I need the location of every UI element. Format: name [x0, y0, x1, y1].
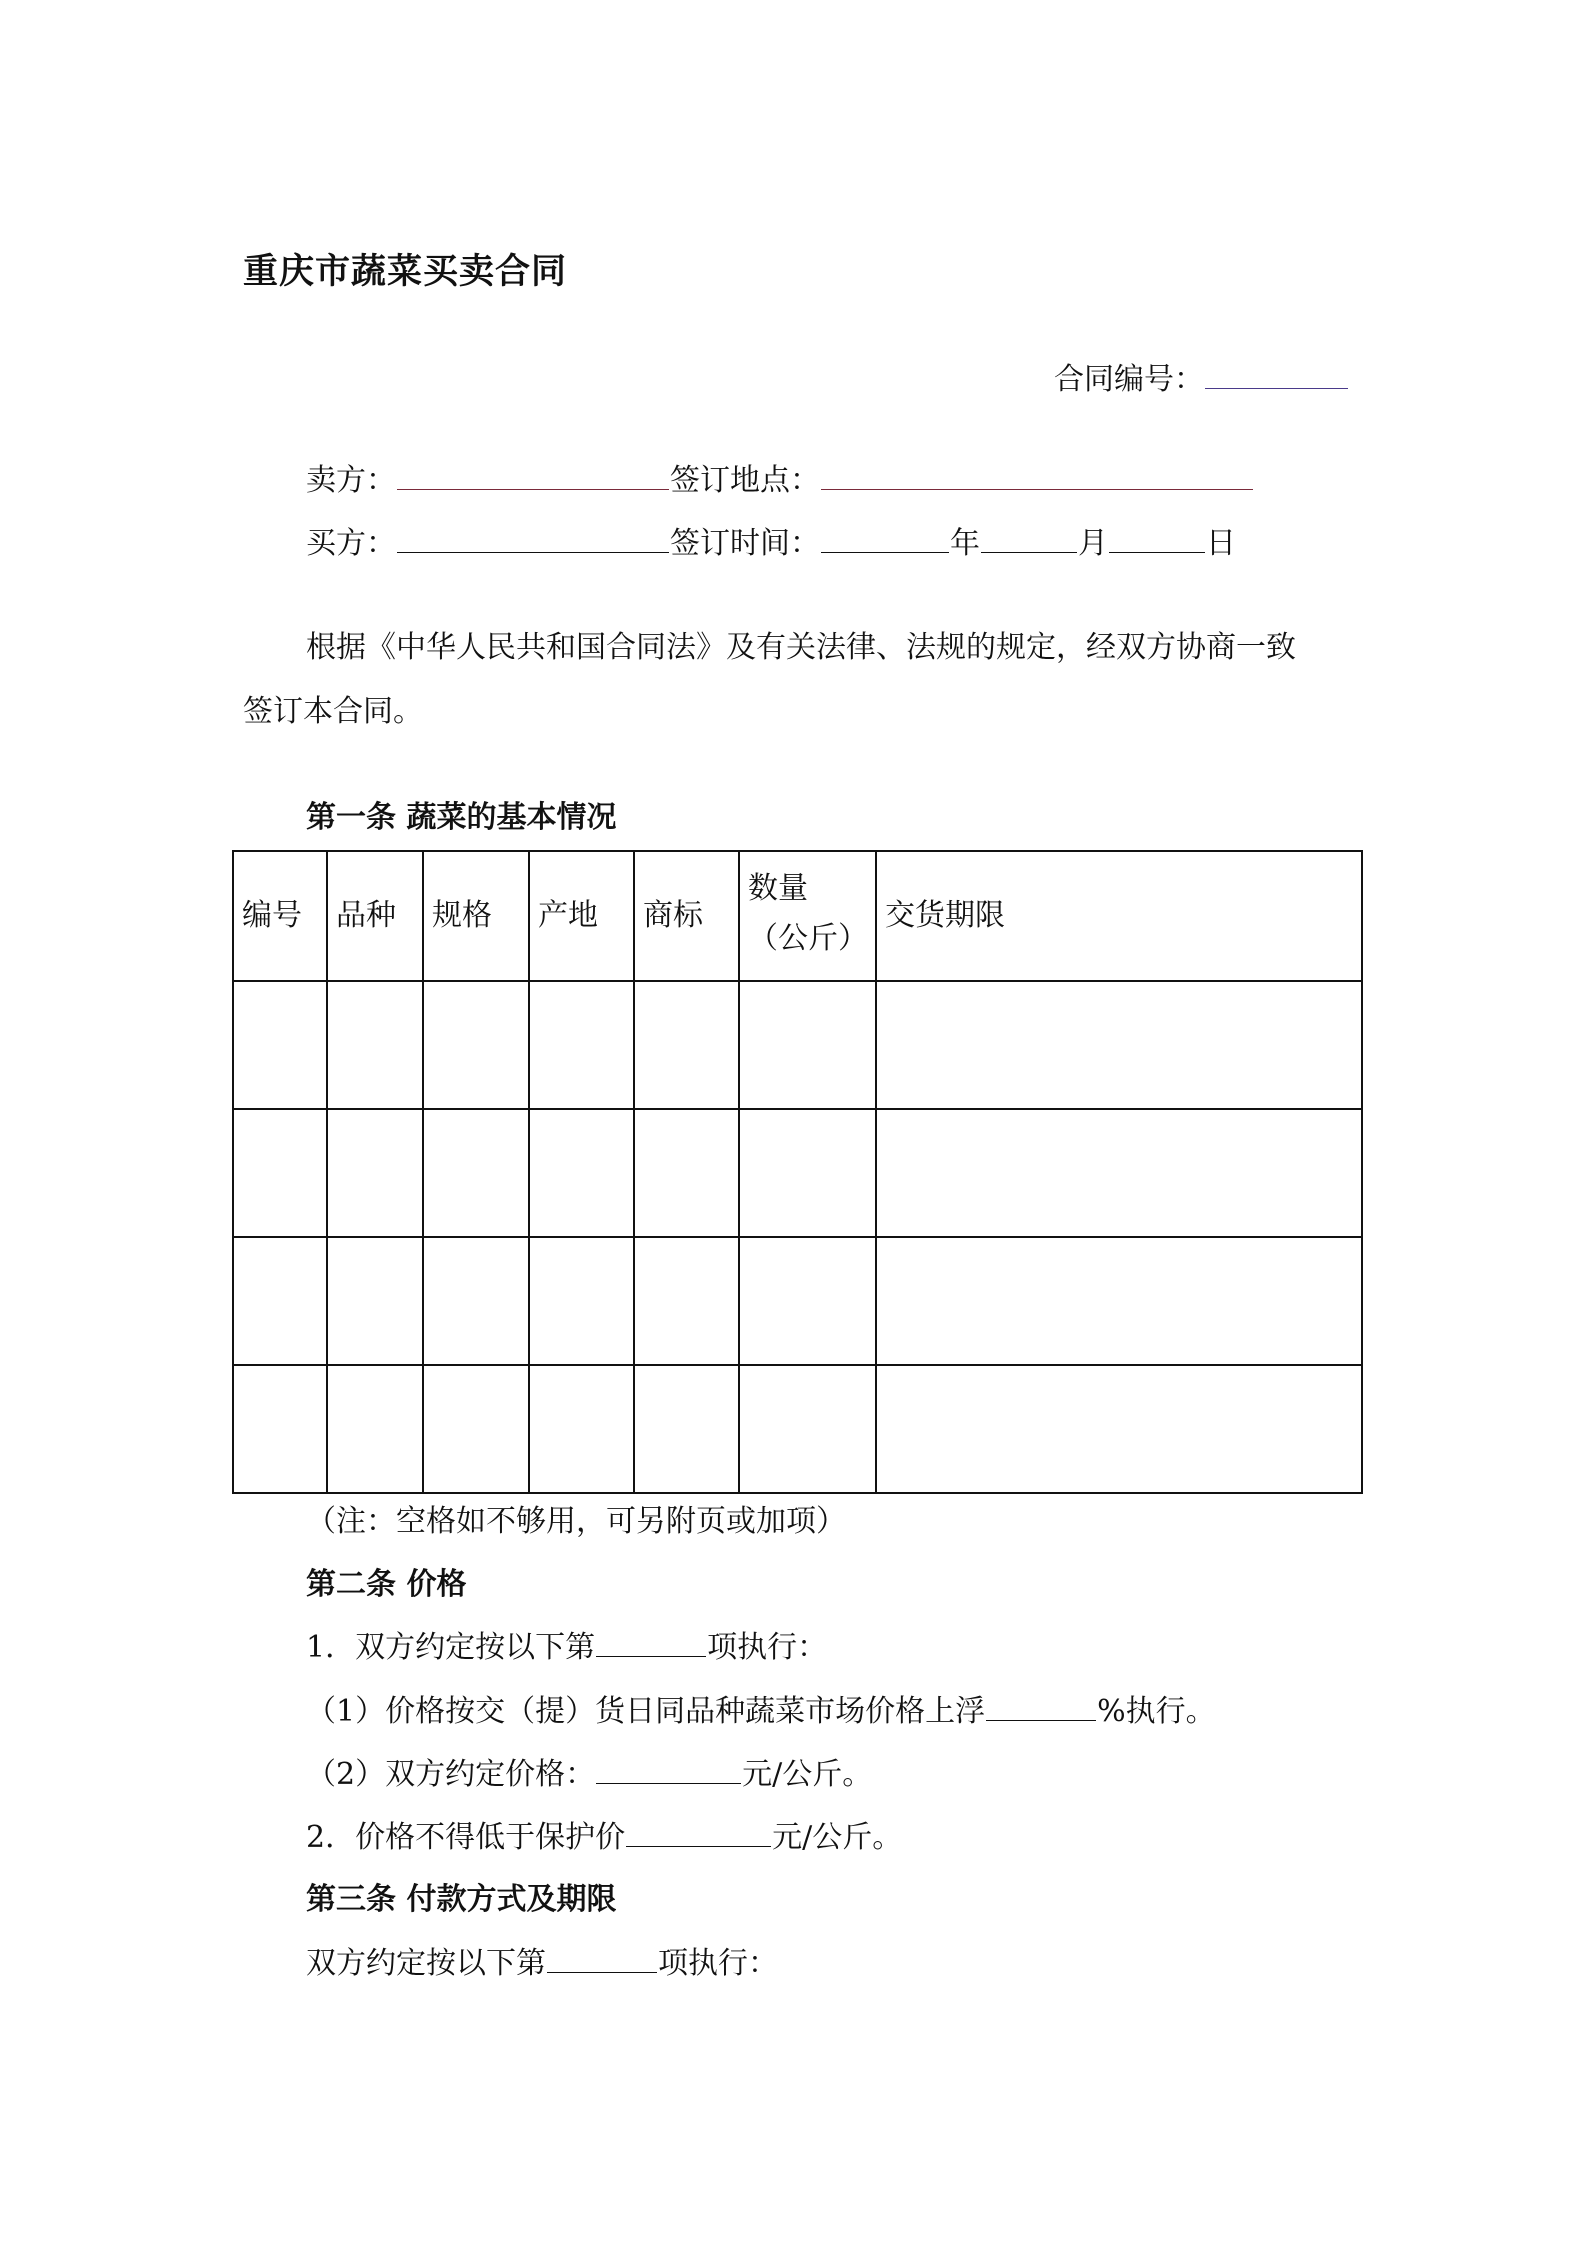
table-cell[interactable]	[529, 1237, 634, 1365]
table-cell[interactable]	[423, 981, 529, 1109]
table-row	[233, 1237, 1362, 1365]
article-2-sub-1	[306, 1692, 1216, 1732]
year-label: 年	[950, 526, 980, 561]
payment-option-field[interactable]	[547, 1944, 657, 1973]
sign-place-label: 签订地点：	[670, 463, 820, 498]
sign-year-field[interactable]	[821, 524, 949, 553]
table-cell[interactable]	[634, 1365, 739, 1493]
day-label: 日	[1206, 526, 1236, 561]
header-variety: 品种	[327, 851, 423, 981]
table-cell[interactable]	[233, 981, 327, 1109]
article-2-title: 第二条 价格	[306, 1567, 467, 1602]
table-cell[interactable]	[327, 1237, 423, 1365]
table-cell[interactable]	[423, 1237, 529, 1365]
article-3-title: 第三条 付款方式及期限	[306, 1882, 617, 1917]
sign-time-label: 签订时间：	[670, 526, 820, 561]
table-cell[interactable]	[634, 981, 739, 1109]
table-cell[interactable]	[876, 1365, 1362, 1493]
price-option-field[interactable]	[596, 1628, 706, 1657]
table-cell[interactable]	[739, 1237, 876, 1365]
article-2-sub-1-suffix: %执行。	[1097, 1694, 1216, 1729]
month-label: 月	[1078, 526, 1108, 561]
article-2-item-1-text: 1．双方约定按以下第	[306, 1630, 596, 1665]
agreed-price-field[interactable]	[596, 1755, 741, 1784]
document-title: 重庆市蔬菜买卖合同	[243, 252, 568, 292]
table-note: （注：空格如不够用，可另附页或加项）	[306, 1504, 846, 1539]
preamble-line-2: 签订本合同。	[243, 694, 423, 729]
article-2-item-1	[306, 1628, 827, 1668]
seller-label: 卖方：	[306, 463, 396, 498]
header-delivery-deadline: 交货期限	[876, 851, 1362, 981]
buyer-line	[306, 524, 1236, 564]
vegetable-table	[232, 850, 1363, 1494]
table-cell[interactable]	[327, 1365, 423, 1493]
table-cell[interactable]	[876, 1237, 1362, 1365]
table-header-row	[233, 851, 1362, 981]
protection-price-field[interactable]	[626, 1818, 771, 1847]
table-cell[interactable]	[739, 1109, 876, 1237]
table-cell[interactable]	[634, 1109, 739, 1237]
table-row	[233, 981, 1362, 1109]
buyer-label: 买方：	[306, 526, 396, 561]
table-cell[interactable]	[529, 1365, 634, 1493]
table-cell[interactable]	[327, 1109, 423, 1237]
article-1-title: 第一条 蔬菜的基本情况	[306, 800, 617, 835]
article-3-line	[306, 1944, 778, 1984]
header-quantity-unit: （公斤）	[748, 921, 868, 956]
contract-number-field[interactable]	[1205, 360, 1348, 389]
table-row	[233, 1109, 1362, 1237]
header-number: 编号	[233, 851, 327, 981]
table-cell[interactable]	[876, 1109, 1362, 1237]
table-cell[interactable]	[739, 981, 876, 1109]
table-cell[interactable]	[529, 1109, 634, 1237]
preamble-line-1: 根据《中华人民共和国合同法》及有关法律、法规的规定，经双方协商一致	[306, 630, 1296, 665]
sign-day-field[interactable]	[1109, 524, 1205, 553]
article-3-line-text: 双方约定按以下第	[306, 1946, 546, 1981]
table-cell[interactable]	[327, 981, 423, 1109]
article-2-item-1-suffix: 项执行：	[707, 1630, 828, 1665]
table-cell[interactable]	[634, 1237, 739, 1365]
table-cell[interactable]	[739, 1365, 876, 1493]
table-cell[interactable]	[233, 1237, 327, 1365]
table-cell[interactable]	[423, 1109, 529, 1237]
table-row	[233, 1365, 1362, 1493]
article-2-sub-2-text: （2）双方约定价格：	[306, 1757, 596, 1792]
sign-month-field[interactable]	[981, 524, 1077, 553]
contract-number-label: 合同编号：	[1054, 362, 1204, 397]
seller-line	[306, 461, 1254, 501]
article-2-sub-2-suffix: 元/公斤。	[742, 1757, 873, 1792]
table-cell[interactable]	[233, 1109, 327, 1237]
article-2-item-2-text: 2．价格不得低于保护价	[306, 1820, 626, 1855]
header-spec: 规格	[423, 851, 529, 981]
buyer-field[interactable]	[397, 524, 669, 553]
article-2-sub-2	[306, 1755, 872, 1795]
article-2-sub-1-text: （1）价格按交（提）货日同品种蔬菜市场价格上浮	[306, 1694, 986, 1729]
article-2-item-2	[306, 1818, 902, 1858]
header-quantity-label: 数量	[748, 871, 808, 906]
sign-place-field[interactable]	[821, 461, 1253, 490]
seller-field[interactable]	[397, 461, 669, 490]
header-trademark: 商标	[634, 851, 739, 981]
table-cell[interactable]	[423, 1365, 529, 1493]
article-2-item-2-suffix: 元/公斤。	[772, 1820, 903, 1855]
table-cell[interactable]	[233, 1365, 327, 1493]
table-cell[interactable]	[876, 981, 1362, 1109]
article-3-line-suffix: 项执行：	[658, 1946, 778, 1981]
header-quantity	[739, 851, 876, 981]
price-float-percent-field[interactable]	[986, 1692, 1096, 1721]
table-cell[interactable]	[529, 981, 634, 1109]
header-origin: 产地	[529, 851, 634, 981]
contract-number-line	[1054, 360, 1349, 400]
